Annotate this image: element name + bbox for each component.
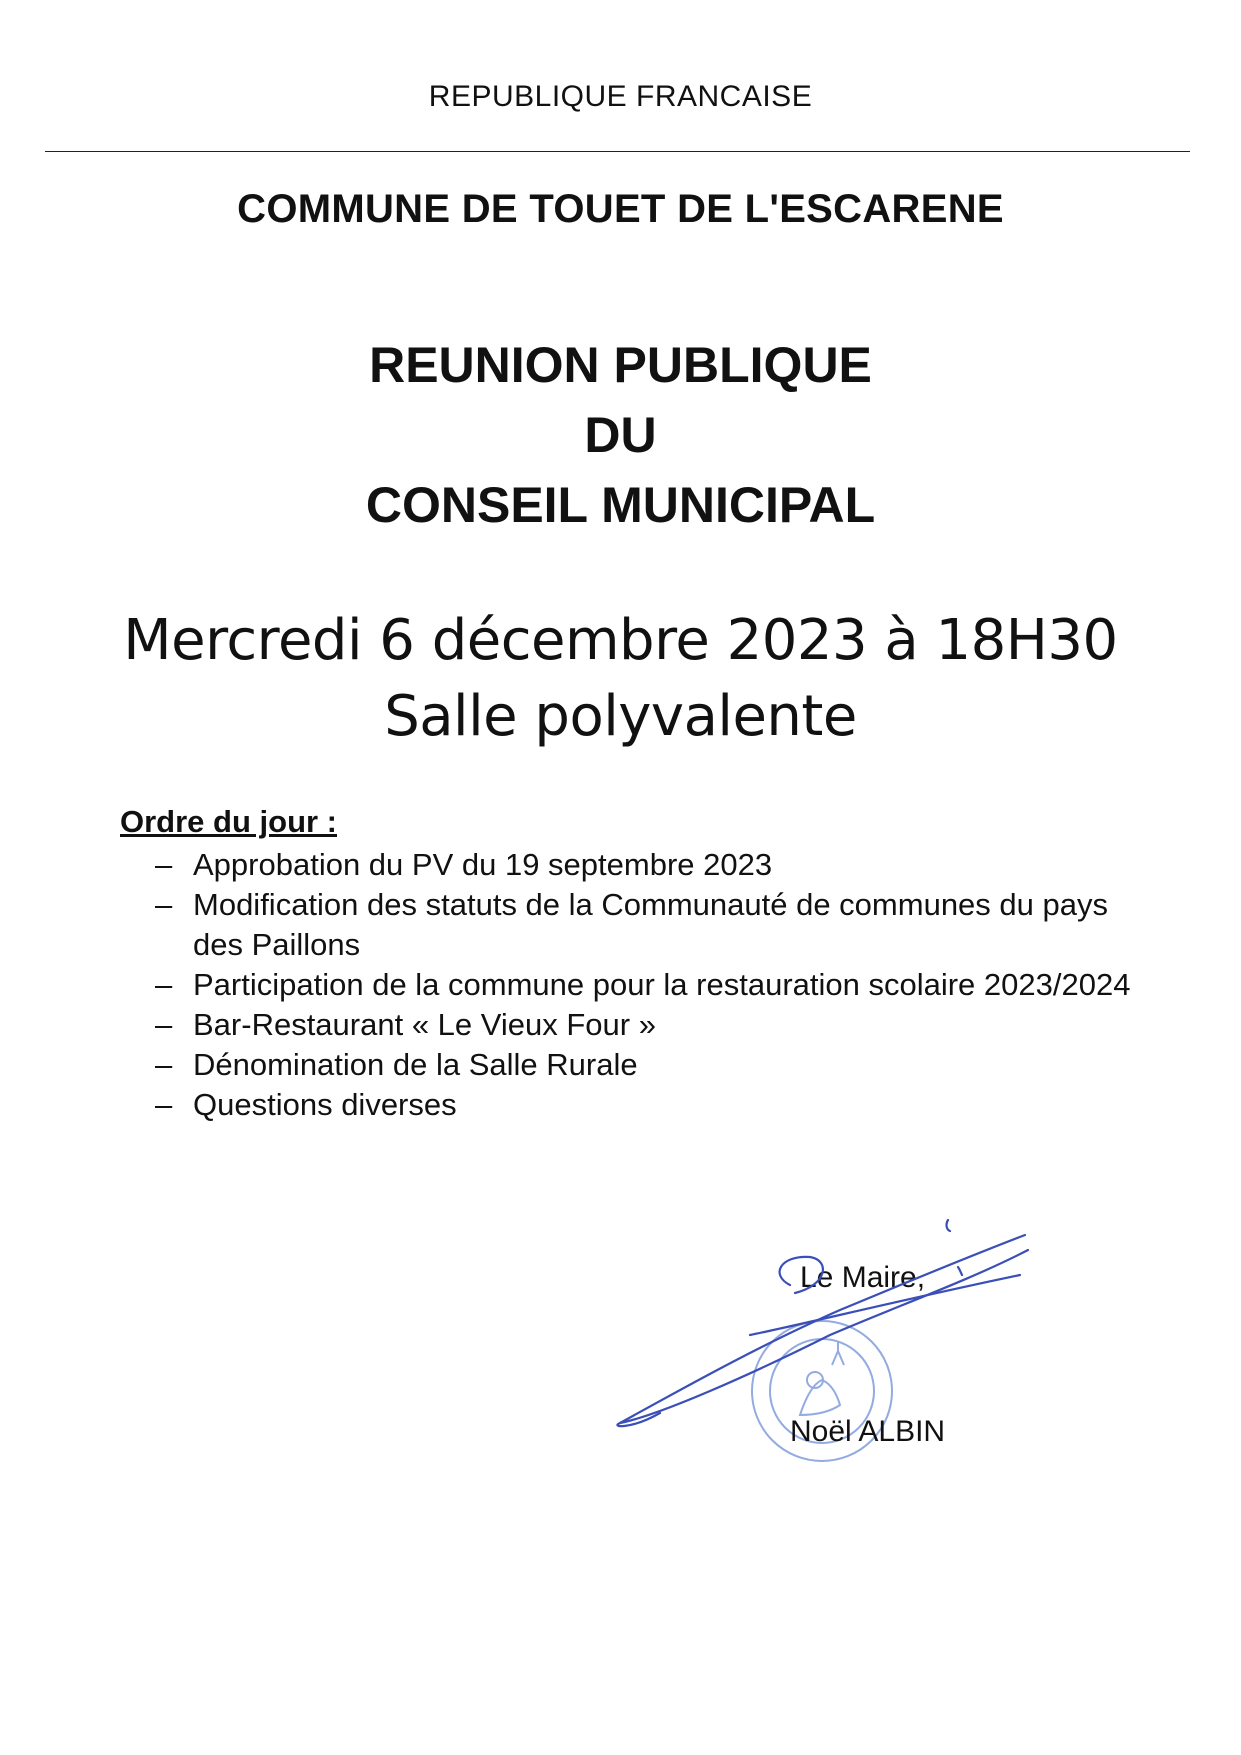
agenda-item-text: Approbation du PV du 19 septembre 2023 (193, 847, 773, 882)
agenda-item: – Dénomination de la Salle Rurale (155, 1047, 638, 1082)
agenda-item-text: Modification des statuts de la Communauté de communes du pays des Paillons (193, 887, 1108, 962)
title-line-2: DU (584, 407, 657, 463)
agenda-item: – Participation de la commune pour la restauration scolaire 2023/2024 (155, 967, 1131, 1002)
meeting-title (0, 330, 1241, 540)
header-divider (45, 151, 1190, 152)
agenda-item: – Approbation du PV du 19 septembre 2023 (155, 847, 773, 882)
agenda-item: – Modification des statuts de la Communauté de communes du pays des Paillons (155, 887, 1108, 962)
agenda-list (155, 845, 1155, 1125)
agenda-item: – Bar-Restaurant « Le Vieux Four » (155, 1007, 656, 1042)
meeting-date-time: Mercredi 6 décembre 2023 à 18H30 (123, 608, 1118, 673)
meeting-place: Salle polyvalente (384, 684, 857, 749)
mayor-title: Le Maire, (800, 1261, 926, 1294)
agenda-item-text: Dénomination de la Salle Rurale (193, 1047, 638, 1082)
agenda-heading: Ordre du jour : (120, 804, 337, 839)
signature-block (600, 1215, 1080, 1475)
agenda-item-text: Participation de la commune pour la restauration scolaire 2023/2024 (193, 967, 1131, 1002)
commune-name: COMMUNE DE TOUET DE L'ESCARENE (237, 187, 1004, 231)
agenda-item: – Questions diverses (155, 1087, 457, 1122)
mayor-name: Noël ALBIN (790, 1415, 946, 1448)
title-line-1: REUNION PUBLIQUE (369, 337, 872, 393)
agenda-item-text: Questions diverses (193, 1087, 457, 1122)
republic-header: REPUBLIQUE FRANCAISE (428, 80, 813, 113)
meeting-details (0, 603, 1241, 755)
handwritten-signature-icon (600, 1215, 1080, 1475)
title-line-3: CONSEIL MUNICIPAL (365, 477, 876, 533)
agenda-item-text: Bar-Restaurant « Le Vieux Four » (193, 1007, 656, 1042)
